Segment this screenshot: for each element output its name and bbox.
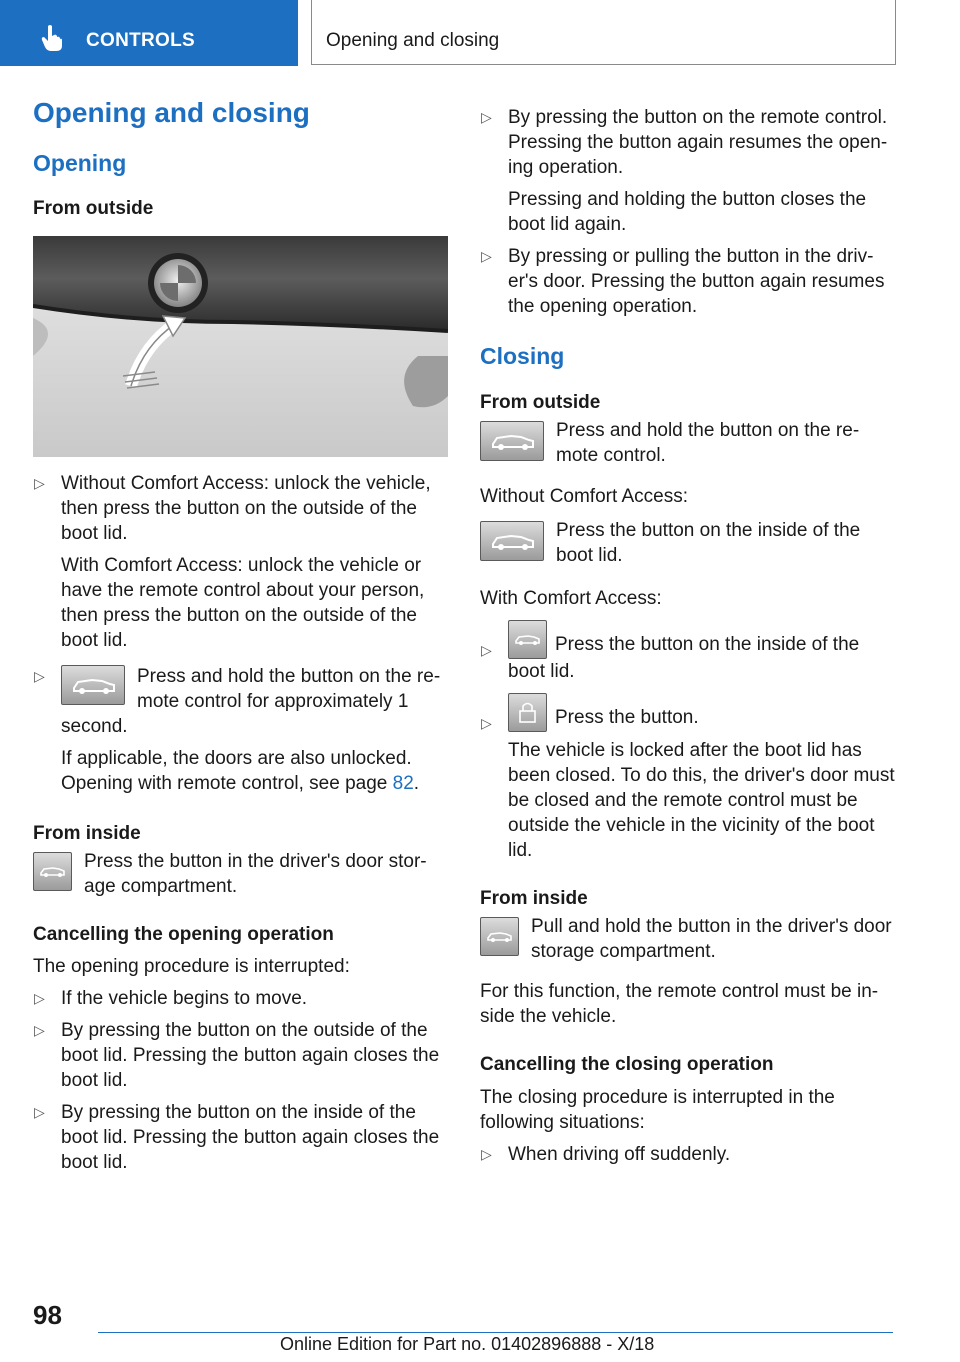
list-item	[480, 244, 896, 319]
list-item	[33, 1018, 448, 1093]
edition-text: Online Edition for Part no. 01402896888 - X/18	[280, 1334, 655, 1354]
bullet-text: By pressing the button on the inside of the boot lid. Pressing the button again closes the boot lid.	[61, 1102, 440, 1174]
triangle-bullet-icon: ▷	[481, 715, 492, 732]
bullet-text	[508, 620, 896, 684]
from-inside-heading: From inside	[480, 888, 588, 910]
chapter-tab[interactable]	[311, 0, 896, 65]
without-ca-text: Press the button on the inside of the boot lid.	[556, 520, 861, 567]
inside-text: Press the button in the driver's door stor-age compartment.	[84, 850, 427, 897]
triangle-bullet-icon: ▷	[481, 642, 492, 659]
triangle-bullet-icon: ▷	[481, 109, 492, 125]
boot-lid-remote-icon	[480, 421, 544, 461]
from-inside-heading: From inside	[33, 822, 141, 844]
function-note: For this function, the remote control must be in-side the vehicle.	[480, 980, 879, 1027]
boot-lid-button-icon	[33, 852, 72, 891]
with-comfort-access: With Comfort Access:	[480, 588, 662, 610]
page-header	[0, 0, 960, 66]
bullet-text	[61, 746, 448, 796]
boot-lid-button-icon	[480, 917, 519, 956]
bullet-text: By pressing or pulling the button in the driv-er's door. Pressing the button again resumes the opening operation.	[508, 246, 885, 317]
triangle-bullet-icon: ▷	[481, 1145, 492, 1162]
list-item	[480, 693, 896, 863]
inside-text: Pull and hold the button in the driver's door storage compartment.	[531, 915, 892, 962]
left-column	[33, 96, 448, 1175]
bullet-text: If the vehicle begins to move.	[61, 988, 308, 1010]
opening-heading: Opening	[33, 149, 127, 176]
bullet-text: Pressing and holding the button closes the boot lid again.	[508, 189, 867, 235]
right-column	[480, 105, 896, 1167]
boot-lid-photo	[33, 236, 448, 457]
triangle-bullet-icon: ▷	[481, 248, 492, 264]
triangle-bullet-icon: ▷	[34, 990, 45, 1007]
from-outside-heading: From outside	[33, 198, 154, 220]
triangle-bullet-icon: ▷	[34, 1104, 45, 1121]
page-number: 98	[33, 1300, 62, 1330]
footer-divider	[98, 1332, 893, 1333]
bullet-text: Without Comfort Access: unlock the vehicle, then press the button on the outside of the boot lid.	[61, 472, 431, 544]
with-ca-bullet-text: Press the button on the inside of the boot lid.	[508, 634, 860, 683]
without-comfort-access: Without Comfort Access:	[480, 486, 689, 508]
bullet-text: With Comfort Access: unlock the vehicle or have the remote control about your person, then press the button on the outside of the boot lid.	[61, 554, 425, 651]
page-link[interactable]: 82	[392, 772, 414, 794]
bullet-text	[508, 693, 896, 732]
bullet-text: Press and hold the button on the re-mote control for approximately 1 second.	[61, 665, 441, 737]
period: .	[413, 772, 420, 794]
page-title: Opening and closing	[33, 97, 310, 128]
closing-heading: Closing	[480, 343, 565, 369]
cancel-opening-heading: Cancelling the opening operation	[33, 923, 334, 945]
triangle-bullet-icon: ▷	[34, 667, 45, 684]
boot-lid-close-icon	[508, 620, 547, 659]
list-item	[480, 105, 896, 237]
hand-pointer-icon	[40, 24, 64, 52]
lock-icon	[508, 693, 547, 732]
icon-text-row	[480, 914, 896, 964]
list-item	[480, 620, 896, 684]
list-item	[480, 1142, 896, 1167]
section-tab[interactable]	[0, 0, 298, 66]
icon-text-row	[480, 518, 896, 568]
bullet-text: When driving off suddenly.	[508, 1143, 731, 1165]
triangle-bullet-icon: ▷	[34, 474, 45, 491]
bullet-text: By pressing the button on the outside of the boot lid. Pressing the button again closes the boot lid.	[61, 1020, 440, 1092]
list-item	[33, 986, 448, 1011]
boot-lid-button-icon	[480, 521, 544, 561]
triangle-bullet-icon: ▷	[34, 1022, 45, 1039]
list-item	[33, 1100, 448, 1175]
outside-text: Press and hold the button on the re-mote control.	[556, 420, 860, 467]
icon-text-row	[480, 418, 896, 468]
list-item	[33, 664, 448, 796]
boot-lid-remote-icon	[61, 665, 125, 705]
section-label: CONTROLS	[86, 30, 196, 51]
list-item	[33, 471, 448, 653]
bullet-text: By pressing the button on the remote control. Pressing the button again resumes the open-ing operation.	[508, 107, 888, 178]
cancel-intro: The closing procedure is interrupted in the following situations:	[480, 1086, 835, 1133]
cancel-intro: The opening procedure is interrupted:	[33, 956, 350, 978]
with-ca-bullet-text: Press the button.	[555, 707, 699, 729]
from-outside-heading: From outside	[480, 391, 601, 413]
bullet-text: The vehicle is locked after the boot lid has been closed. To do this, the driver's door must be closed and the remote control must be outside the vehicle in the vicinity of the boot lid.	[508, 740, 895, 862]
page-reference-text: If applicable, the doors are also unlocked. Opening with remote control, see page	[61, 747, 412, 794]
cancel-closing-heading: Cancelling the closing operation	[480, 1053, 774, 1075]
chapter-label: Opening and closing	[326, 30, 500, 51]
icon-text-row	[33, 849, 448, 899]
